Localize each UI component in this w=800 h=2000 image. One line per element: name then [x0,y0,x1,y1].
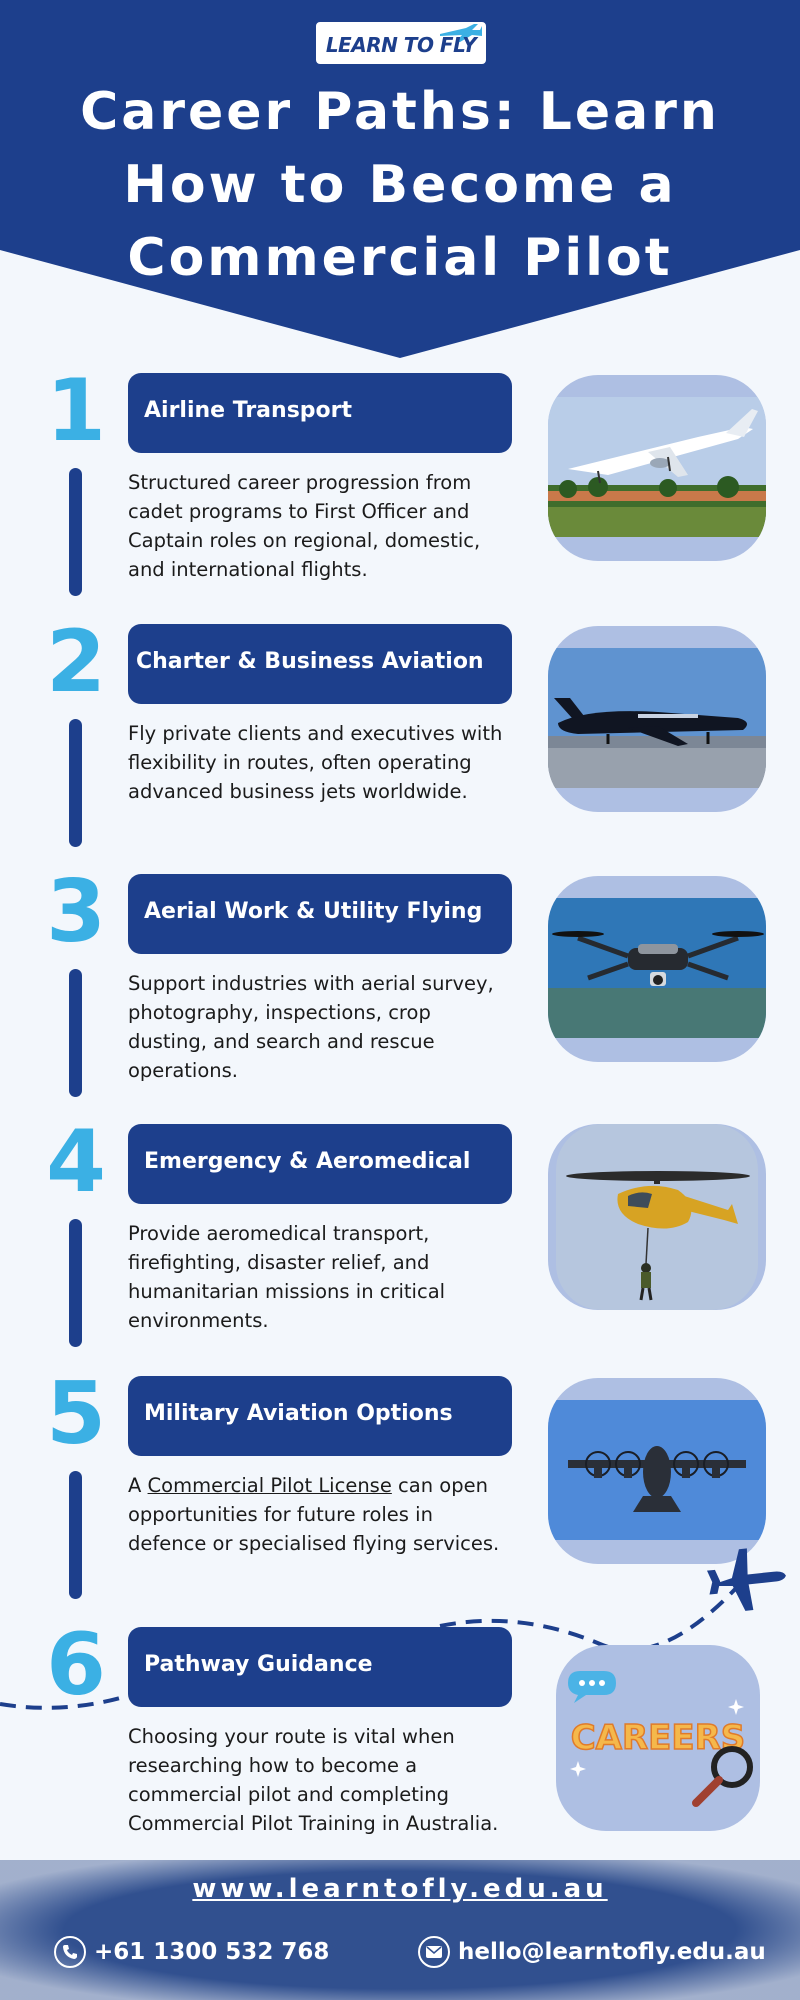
career-title: Emergency & Aeromedical [144,1149,471,1174]
career-title-pill [128,1376,512,1456]
drone-photo [548,876,766,1062]
career-title-pill [128,874,512,954]
career-title: Military Aviation Options [144,1401,453,1426]
career-item-airline-transport [0,361,800,623]
description-suffix: can open opportunities for future roles in defence or specialised flying services. [128,1474,500,1555]
title-line: Commercial Pilot [127,228,673,288]
military-transport-photo [548,1378,766,1564]
phone-number: +61 1300 532 768 [94,1939,330,1965]
timeline-bar [69,1219,82,1347]
title-line: Career Paths: Learn [80,82,720,142]
career-title: Airline Transport [144,398,353,423]
phone-contact[interactable] [54,1934,329,1970]
logo-text: LEARN TO FLY [325,33,477,57]
career-title-pill [128,624,512,704]
career-item-aerial-work [0,862,800,1124]
timeline-bar [69,468,82,596]
career-title: Charter & Business Aviation [136,649,484,674]
step-number: 6 [46,1615,106,1715]
career-description: Choosing your route is vital when researching how to become a commercial pilot and completing Commercial Pilot Training in Australia. [128,1725,499,1835]
email-icon [418,1936,450,1968]
career-title: Pathway Guidance [144,1652,373,1677]
header [0,0,800,360]
career-description: Provide aeromedical transport, firefighting, disaster relief, and humanitarian missions in critical environments. [128,1222,446,1332]
rescue-helicopter-photo [548,1124,766,1310]
career-item-pathway-guidance [0,1615,800,1877]
phone-icon [54,1936,86,1968]
step-number: 5 [46,1364,106,1464]
timeline-bar [69,719,82,847]
career-title-pill [128,1124,512,1204]
career-title-pill [128,373,512,453]
commercial-pilot-license-link[interactable]: Commercial Pilot License [147,1474,392,1497]
learn-to-fly-logo[interactable] [314,20,488,66]
step-number: 2 [46,612,106,712]
title-line: How to Become a [123,155,677,215]
career-item-charter-business [0,612,800,874]
step-number: 3 [46,862,106,962]
airliner-photo [548,375,766,561]
description-prefix: A [128,1474,148,1497]
page-title [40,76,760,295]
careers-graphic-text: CAREERS [570,1718,746,1758]
footer [0,1860,800,2000]
email-address: hello@learntofly.edu.au [458,1939,766,1965]
career-description: Support industries with aerial survey, photography, inspections, crop dusting, and search and rescue operations. [128,972,494,1082]
career-title: Aerial Work & Utility Flying [144,899,483,924]
career-description: Fly private clients and executives with flexibility in routes, often operating advanced business jets worldwide. [128,722,503,803]
career-title-pill [128,1627,512,1707]
career-description: Structured career progression from cadet programs to First Officer and Captain roles on regional, domestic, and international flights. [128,471,481,581]
website-link[interactable]: www.learntofly.edu.au [192,1874,608,1904]
step-number: 4 [46,1112,106,1212]
career-item-emergency-aeromedical [0,1112,800,1374]
email-contact[interactable] [418,1934,766,1970]
careers-graphic [556,1645,760,1831]
timeline-bar [69,969,82,1097]
step-number: 1 [46,361,106,461]
business-jet-photo [548,626,766,812]
